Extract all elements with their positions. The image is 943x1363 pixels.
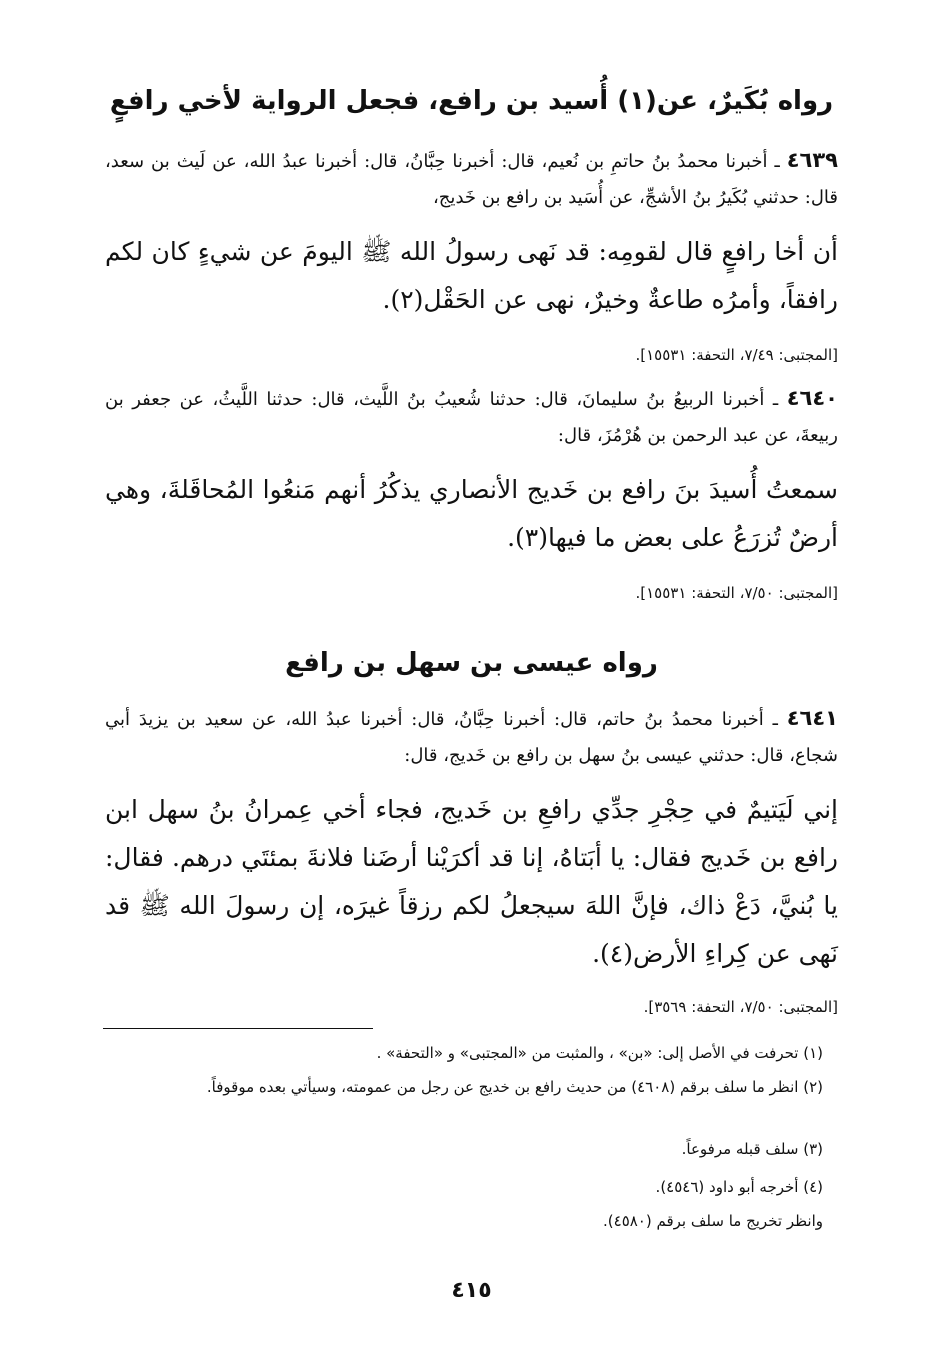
hadith-number: ٤٦٤١ (786, 706, 838, 730)
footnote-3: (٣) سلف قبله مرفوعاً. (681, 1140, 823, 1158)
section-heading: رواه بُكَيرٌ، عن(١) أُسيد بن رافع، فجعل الرواية لأخي رافعٍ (109, 86, 834, 116)
hadith-4641 (105, 700, 838, 978)
hadith-4640 (105, 380, 838, 562)
source-reference: [المجتبى: ٧/٤٩، التحفة: ١٥٥٣١]. (635, 346, 838, 364)
footnote-4-continued: وانظر تخريج ما سلف برقم (٤٥٨٠). (603, 1212, 823, 1230)
hadith-isnad (105, 142, 838, 216)
footnote-4: (٤) أخرجه أبو داود (٤٥٤٦). (655, 1178, 823, 1196)
footnote-1: (١) تحرفت في الأصل إلى: «بن» ، والمثبت من «المجتبى» و «التحفة» . (376, 1044, 823, 1062)
hadith-number: ٤٦٣٩ (786, 148, 838, 172)
footnote-divider (103, 1028, 373, 1029)
hadith-matn: أن أخا رافعٍ قال لقومِه: قد نَهى رسولُ الله ﷺ اليومَ عن شيءٍ كان لكم رافقاً، وأمرُه طاعةٌ وخيرٌ، نهى عن الحَقْل(٢). (105, 237, 838, 314)
isnad-text: ـ أخبرنا محمدُ بنُ حاتمِ بن نُعيم، قال: أخبرنا حِبَّانُ، قال: أخبرنا عبدُ الله، عن لَيث بن سعد، قال: حدثني بُكَيرُ بنُ الأشجِّ، عن أُسَيد بن رافع بن خَديج، (105, 151, 838, 208)
section-heading: رواه عيسى بن سهل بن رافع (285, 648, 658, 678)
isnad-text: ـ أخبرنا الربيعُ بنُ سليمانَ، قال: حدثنا شُعيبُ بنُ اللَّيث، قال: حدثنا اللَّيثُ، عن جعفر بن ربيعةَ، عن عبد الرحمن بن هُرْمُزَ، قال: (105, 389, 838, 446)
isnad-text: ـ أخبرنا محمدُ بنُ حاتم، قال: أخبرنا حِبَّانُ، قال: أخبرنا عبدُ الله، عن سعيد بن يزيدَ أبي شجاع، قال: حدثني عيسى بنُ سهل بن رافع بن خَديج، قال: (105, 709, 838, 766)
hadith-matn: سمعتُ أُسيدَ بنَ رافع بن خَديج الأنصاري يذكُرُ أنهم مَنعُوا المُحاقَلةَ، وهي أرضٌ تُزرَعُ على بعض ما فيها(٣). (105, 475, 838, 552)
hadith-isnad (105, 380, 838, 454)
hadith-isnad (105, 700, 838, 774)
source-reference: [المجتبى: ٧/٥٠، التحفة: ٣٥٦٩]. (643, 998, 838, 1016)
page-number: ٤١٥ (451, 1278, 492, 1303)
footnote-2: (٢) انظر ما سلف برقم (٤٦٠٨) من حديث رافع بن خديج عن رجل من عمومته، وسيأتي بعده موقوفاً. (206, 1078, 823, 1096)
hadith-matn: إني لَيَتيمٌ في حِجْرِ جدِّي رافعِ بن خَديج، فجاء أخي عِمرانُ بنُ سهل ابن رافع بن خَديج فقال: يا أبَتاهُ، إنا قد أكرَيْنا أرضَنا فلانةَ بمئتَي درهم. فقال: يا بُنيَّ، دَعْ ذاك، فإنَّ اللهَ سيجعلُ لكم رزقاً غيرَه، إن رسولَ الله ﷺ قد نَهى عن كِراءِ الأرض(٤). (105, 795, 838, 968)
hadith-number: ٤٦٤٠ (786, 386, 838, 410)
source-reference: [المجتبى: ٧/٥٠، التحفة: ١٥٥٣١]. (635, 584, 838, 602)
hadith-4639 (105, 142, 838, 324)
